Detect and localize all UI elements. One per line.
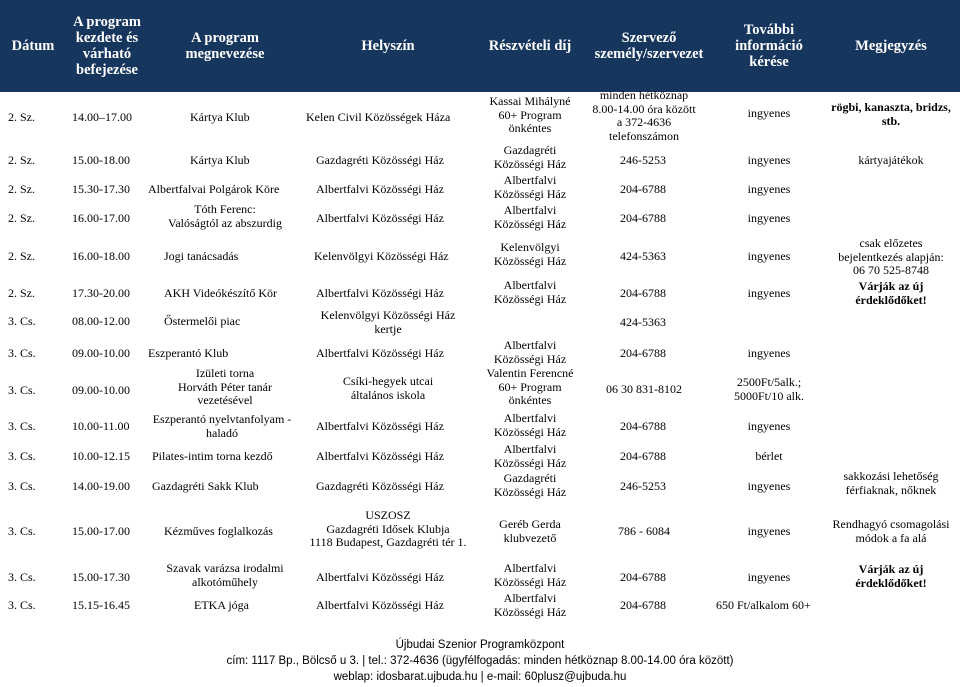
cell-szervezo: Kelenvölgyi Közösségi Ház [493,240,567,268]
cell-szervezo: Geréb Gerda klubvezető [499,517,561,545]
cell-program: Kártya Klub [190,153,250,167]
cell-datum: 3. Cs. [8,598,36,612]
cell-megjegyzes: Várják az új érdeklődőket! [855,279,927,307]
cell-helyszin: Albertfalvi Közösségi Ház [316,449,444,463]
cell-szervezo: Albertfalvi Közösségi Ház [493,173,567,201]
cell-megjegyzes: csak előzetes bejelentkezés alapján: 06 70 525-8748 [838,236,944,277]
cell-program: Őstermelői piac [164,314,241,328]
cell-info: 204-6788 [620,419,666,433]
cell-szervezo: Kassai Mihályné 60+ Program önkéntes [489,94,571,135]
cell-dij: ingyenes [747,106,791,120]
cell-dij: ingyenes [747,419,791,433]
header-kezdete: A program kezdete és várható befejezése [73,14,141,78]
cell-program: Kártya Klub [190,110,250,124]
cell-ido: 14.00-19.00 [72,479,130,493]
cell-helyszin: Albertfalvi Közösségi Ház [316,598,444,612]
cell-helyszin: Kelenvölgyi Közösségi Ház [314,249,449,263]
header-megnevezes: A program megnevezése [185,30,265,62]
cell-ido: 10.00-11.00 [72,419,130,433]
footer [0,637,960,685]
cell-program: Eszperantó Klub [148,346,229,360]
cell-ido: 14.00–17.00 [72,110,132,124]
cell-szervezo: Albertfalvi Közösségi Ház [493,338,567,366]
cell-ido: 09.00-10.00 [72,346,130,360]
footer-contact: weblap: idosbarat.ujbuda.hu | e-mail: 60plusz@ujbuda.hu [333,671,627,683]
cell-ido: 16.00-18.00 [72,249,130,263]
header-datum: Dátum [11,38,55,54]
cell-szervezo: Albertfalvi Közösségi Ház [493,442,567,470]
cell-datum: 3. Cs. [8,524,36,538]
cell-szervezo: Albertfalvi Közösségi Ház [493,278,567,306]
cell-datum: 2. Sz. [8,286,35,300]
header-dij: Részvételi díj [488,38,572,54]
cell-helyszin: Albertfalvi Közösségi Ház [316,211,444,225]
cell-dij: ingyenes [747,182,791,196]
cell-info: 204-6788 [620,211,666,225]
cell-datum: 2. Sz. [8,211,35,225]
cell-szervezo: Albertfalvi Közösségi Ház [493,591,567,619]
cell-megjegyzes: Várják az új érdeklődőket! [855,562,927,590]
cell-helyszin: Csíki-hegyek utcai általános iskola [342,374,434,402]
cell-helyszin: Albertfalvi Közösségi Ház [316,570,444,584]
cell-dij: ingyenes [747,524,791,538]
cell-helyszin: USZOSZ Gazdagréti Idősek Klubja 1118 Budapest, Gazdagréti tér 1. [309,508,467,549]
cell-datum: 3. Cs. [8,479,36,493]
cell-program: Eszperantó nyelvtanfolyam - haladó [152,412,292,440]
cell-program: Gazdagréti Sakk Klub [152,479,259,493]
cell-ido: 17.30-20.00 [72,286,130,300]
cell-szervezo: Albertfalvi Közösségi Ház [493,411,567,439]
cell-datum: 3. Cs. [8,419,36,433]
cell-datum: 2. Sz. [8,182,35,196]
cell-info: 246-5253 [620,153,666,167]
cell-program: Izületi torna Horváth Péter tanár vezetésével [178,366,272,407]
cell-helyszin: Albertfalvi Közösségi Ház [316,286,444,300]
footer-address: cím: 1117 Bp., Bölcső u 3. | tel.: 372-4636 (ügyfélfogadás: minden hétköznap 8.00-14.00 óra között) [226,655,734,667]
cell-info: 204-6788 [620,346,666,360]
cell-szervezo: Gazdagréti Közösségi Ház [493,143,567,171]
cell-dij: ingyenes [747,570,791,584]
cell-megjegyzes: kártyajátékok [858,153,924,167]
cell-megjegyzes: Rendhagyó csomagolási módok a fa alá [832,517,950,545]
cell-program: Kézműves foglalkozás [164,524,273,538]
cell-info: 246-5253 [620,479,666,493]
cell-datum: 2. Sz. [8,110,35,124]
cell-ido: 15.30-17.30 [72,182,130,196]
header-helyszin: Helyszín [361,38,415,54]
cell-megjegyzes: rögbi, kanaszta, bridzs, stb. [831,100,951,128]
cell-program: Tóth Ferenc: Valóságtól az abszurdig [168,202,282,230]
header-tovabbi: További információ kérése [735,22,803,70]
cell-datum: 3. Cs. [8,346,36,360]
cell-ido: 08.00-12.00 [72,314,130,328]
cell-szervezo: Valentin Ferencné 60+ Program önkéntes [486,366,574,407]
cell-program: ETKA jóga [194,598,249,612]
cell-dij: ingyenes [747,211,791,225]
cell-info: 06 30 831-8102 [606,382,682,396]
cell-dij: ingyenes [747,153,791,167]
footer-organization: Újbudai Szenior Programközpont [395,639,565,651]
cell-szervezo: Gazdagréti Közösségi Ház [493,471,567,499]
cell-info: minden hétköznap 8.00-14.00 óra között a 372-4636 telefonszámon [592,88,696,143]
cell-info: 204-6788 [620,598,666,612]
cell-helyszin: Albertfalvi Közösségi Ház [316,419,444,433]
header-megjegyzes: Megjegyzés [855,38,927,54]
cell-dij: 2500Ft/5alk.; 5000Ft/10 alk. [733,375,804,403]
cell-helyszin: Albertfalvi Közösségi Ház [316,346,444,360]
cell-datum: 3. Cs. [8,383,36,397]
cell-ido: 10.00-12.15 [72,449,130,463]
cell-ido: 15.00-17.30 [72,570,130,584]
cell-program: AKH Videókészítő Kör [164,286,278,300]
cell-szervezo: Albertfalvi Közösségi Ház [493,203,567,231]
cell-program: Szavak varázsa irodalmi alkotóműhely [166,561,284,589]
cell-helyszin: Albertfalvi Közösségi Ház [316,182,444,196]
cell-ido: 16.00-17.00 [72,211,130,225]
cell-dij: ingyenes [747,249,791,263]
cell-dij: ingyenes [747,286,791,300]
cell-info: 786 - 6084 [618,524,670,538]
cell-program: Pilates-intim torna kezdő [152,449,273,463]
cell-helyszin: Kelenvölgyi Közösségi Ház kertje [320,308,456,336]
header-szervezo: Szervező személy/szervezet [594,30,704,62]
cell-dij: 650 Ft/alkalom 60+ [716,598,811,612]
cell-info: 204-6788 [620,286,666,300]
cell-program: Jogi tanácsadás [164,249,239,263]
cell-datum: 3. Cs. [8,570,36,584]
cell-datum: 3. Cs. [8,449,36,463]
cell-datum: 3. Cs. [8,314,36,328]
cell-info: 204-6788 [620,449,666,463]
cell-datum: 2. Sz. [8,153,35,167]
cell-ido: 15.15-16.45 [72,598,130,612]
cell-info: 424-5363 [620,315,666,329]
cell-dij: bérlet [755,449,783,463]
cell-szervezo: Albertfalvi Közösségi Ház [493,561,567,589]
cell-datum: 2. Sz. [8,249,35,263]
cell-megjegyzes: sakkozási lehetőség férfiaknak, nőknek [843,469,939,497]
cell-info: 204-6788 [620,570,666,584]
cell-helyszin: Gazdagréti Közösségi Ház [316,479,444,493]
cell-ido: 15.00-18.00 [72,153,130,167]
cell-ido: 15.00-17.00 [72,524,130,538]
cell-ido: 09.00-10.00 [72,383,130,397]
cell-helyszin: Gazdagréti Közösségi Ház [316,153,444,167]
cell-dij: ingyenes [747,346,791,360]
cell-program: Albertfalvai Polgárok Köre [148,182,280,196]
cell-info: 424-5363 [620,249,666,263]
cell-helyszin: Kelen Civil Közösségek Háza [306,110,451,124]
cell-info: 204-6788 [620,182,666,196]
table-header [0,0,960,92]
cell-dij: ingyenes [747,479,791,493]
